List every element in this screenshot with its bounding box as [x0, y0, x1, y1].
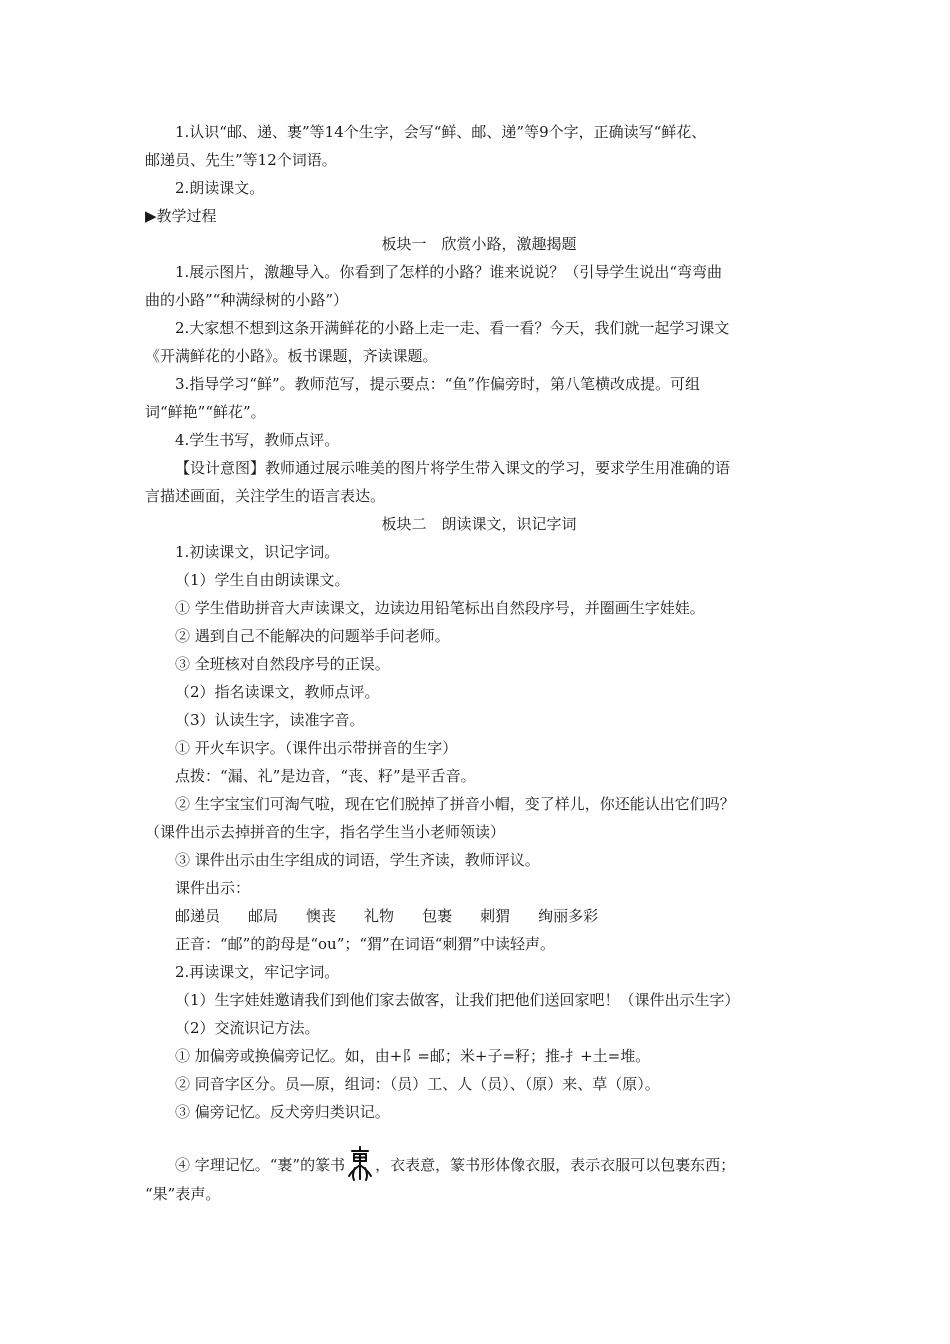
- word-item: 邮递员: [175, 907, 221, 925]
- block-1-step-1-line-1: 1.展示图片，激趣导入。你看到了怎样的小路？谁来说说？（引导学生说出“弯弯曲: [175, 263, 722, 281]
- pronunciation-note: 正音：“邮”的韵母是“ou”；“猬”在词语“刺猬”中读轻声。: [175, 935, 556, 953]
- method-4-text-a: ④ 字理记忆。“裹”的篆书: [175, 1156, 346, 1174]
- section-heading-process: ▶教学过程: [145, 207, 217, 225]
- block-1-title: 板块一 欣赏小路，激趣揭题: [381, 235, 577, 253]
- block-1-step-1-line-2: 曲的小路”“种满绿树的小路”）: [145, 291, 349, 309]
- goal-1-line-2: 邮递员、先生”等12个词语。: [145, 151, 337, 169]
- block-2-title: 板块二 朗读课文，识记字词: [381, 515, 577, 533]
- seal-script-guo-icon: [347, 1146, 373, 1182]
- block-1-step-4: 4.学生书写，教师点评。: [175, 431, 340, 449]
- substep-3-a: ① 开火车识字。（课件出示带拼音的生字）: [175, 739, 458, 757]
- step-2-sub-2: （2）交流识记方法。: [175, 1019, 320, 1037]
- substep-3-c: ③ 课件出示由生字组成的词语，学生齐读，教师评议。: [175, 851, 540, 869]
- design-intent-line-1: 【设计意图】教师通过展示唯美的图片将学生带入课文的学习，要求学生用准确的语: [175, 459, 731, 477]
- word-item: 邮局: [248, 907, 279, 925]
- goal-1-line-1: 1.认识“邮、递、裹”等14个生字，会写“鲜、邮、递”等9个字，正确读写“鲜花、: [175, 123, 707, 141]
- method-1: ① 加偏旁或换偏旁记忆。如，由+阝=邮；米+子=籽；推-扌+土=堆。: [175, 1047, 651, 1065]
- block-2-step-2: 2.再读课文，牢记字词。: [175, 963, 340, 981]
- method-4: [145, 1126, 813, 1180]
- step-2-sub-1: （1）生字娃娃邀请我们到他们家去做客，让我们把他们送回家吧！（课件出示生字）: [175, 991, 740, 1009]
- substep-1-c: ③ 全班核对自然段序号的正误。: [175, 655, 390, 673]
- substep-1: （1）学生自由朗读课文。: [175, 571, 350, 589]
- word-item: 刺猬: [480, 907, 511, 925]
- word-item: 包裹: [422, 907, 453, 925]
- substep-1-a: ① 学生借助拼音大声读课文，边读边用铅笔标出自然段序号，并圈画生字娃娃。: [175, 599, 705, 617]
- design-intent-line-2: 言描述画面，关注学生的语言表达。: [145, 487, 386, 505]
- block-1-step-2-line-1: 2.大家想不想到这条开满鲜花的小路上走一走、看一看？今天，我们就一起学习课文: [175, 319, 730, 337]
- word-list: [145, 902, 813, 930]
- block-1-step-2-line-2: 《开满鲜花的小路》。板书课题，齐读课题。: [145, 347, 438, 365]
- word-item: 懊丧: [306, 907, 337, 925]
- substep-3-b-line-1: ② 生字宝宝们可淘气啦，现在它们脱掉了拼音小帽，变了样儿，你还能认出它们吗？: [175, 795, 735, 813]
- word-item: 绚丽多彩: [538, 907, 599, 925]
- block-1-step-3-line-1: 3.指导学习“鲜”。教师范写，提示要点：“鱼”作偏旁时，第八笔横改成提。可组: [175, 375, 700, 393]
- substep-1-b: ② 遇到自己不能解决的问题举手问老师。: [175, 627, 450, 645]
- lesson-content: [145, 118, 813, 1208]
- block-2-step-1: 1.初读课文，识记字词。: [175, 543, 340, 561]
- goal-2: 2.朗读课文。: [175, 179, 265, 197]
- method-4-line-2: “果”表声。: [145, 1185, 221, 1203]
- word-item: 礼物: [364, 907, 395, 925]
- tip-line: 点拨：“漏、礼”是边音，“丧、籽”是平舌音。: [175, 767, 476, 785]
- substep-2: （2）指名读课文，教师点评。: [175, 683, 380, 701]
- method-2: ② 同音字区分。员—原，组词：（员）工、人（员）、（原）来、草（原）。: [175, 1075, 660, 1093]
- substep-3-b-line-2: （课件出示去掉拼音的生字，指名学生当小老师领读）: [145, 823, 506, 841]
- method-4-text-b: ，衣表意，篆书形体像衣服，表示衣服可以包裹东西；: [375, 1156, 736, 1174]
- method-3: ③ 偏旁记忆。反犬旁归类识记。: [175, 1103, 390, 1121]
- courseware-label: 课件出示：: [175, 879, 251, 897]
- substep-3: （3）认读生字，读准字音。: [175, 711, 365, 729]
- block-1-step-3-line-2: 词“鲜艳”“鲜花”。: [145, 403, 266, 421]
